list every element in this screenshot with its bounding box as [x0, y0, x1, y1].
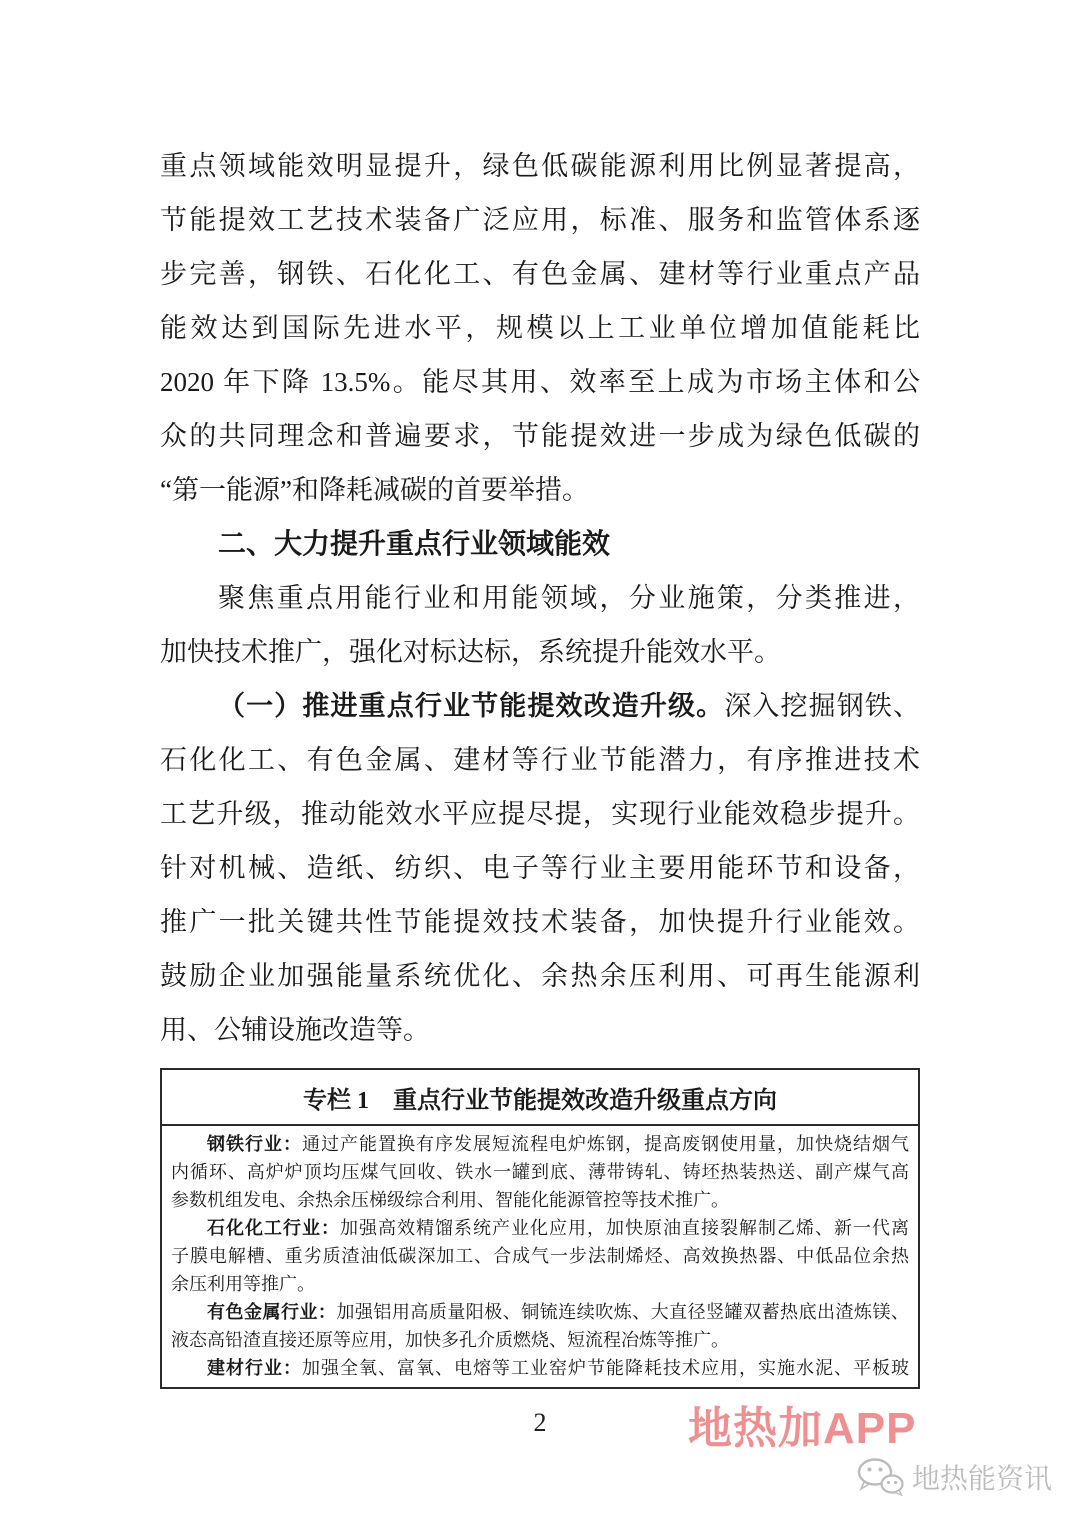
paragraph-text: 深入挖掘钢铁、 — [724, 691, 920, 721]
paragraph-line: 节能提效工艺技术装备广泛应用，标准、服务和监管体系逐 — [160, 205, 920, 235]
callout-line — [171, 1214, 909, 1242]
paragraph-line: 加快技术推广，强化对标达标，系统提升能效水平。 — [160, 637, 781, 667]
callout-body — [162, 1126, 918, 1387]
callout-box — [160, 1068, 920, 1389]
callout-text: 加强铝用高质量阳极、铜锍连续吹炼、大直径竖罐双蓄热底出渣炼镁、 — [336, 1302, 909, 1322]
industry-label: 建材行业： — [207, 1358, 302, 1378]
paragraph-line — [160, 679, 920, 733]
wechat-icon — [856, 1457, 904, 1497]
paragraph-line: “第一能源”和降耗减碳的首要举措。 — [160, 475, 589, 505]
callout-line — [171, 1298, 909, 1326]
callout-line: 余压利用等推广。 — [171, 1274, 315, 1294]
industry-label: 石化化工行业： — [207, 1218, 340, 1238]
callout-line: 参数机组发电、余热余压梯级综合利用、智能化能源管控等技术推广。 — [171, 1190, 729, 1210]
callout-text: 加强高效精馏系统产业化应用，加快原油直接裂解制乙烯、新一代离 — [340, 1218, 909, 1238]
paragraph-line: 2020 年下降 13.5%。能尽其用、效率至上成为市场主体和公 — [160, 367, 920, 397]
callout-line — [171, 1354, 909, 1382]
callout-line: 液态高铅渣直接还原等应用，加快多孔介质燃烧、短流程冶炼等推广。 — [171, 1330, 729, 1350]
industry-label: 钢铁行业： — [207, 1134, 302, 1154]
paragraph-line: 推广一批关键共性节能提效技术装备，加快提升行业能效。 — [160, 907, 920, 937]
paragraph-line: 步完善，钢铁、石化化工、有色金属、建材等行业重点产品 — [160, 259, 920, 289]
paragraph-line: 重点领域能效明显提升，绿色低碳能源利用比例显著提高， — [160, 151, 920, 181]
paragraph-line: 聚焦重点用能行业和用能领域，分业施策，分类推进， — [218, 583, 920, 613]
account-name: 地热能资讯 — [912, 1463, 1053, 1494]
subsection-title: （一）推进重点行业节能提效改造升级。 — [218, 691, 725, 721]
industry-label: 有色金属行业： — [207, 1302, 337, 1322]
callout-text: 加强全氧、富氧、电熔等工业窑炉节能降耗技术应用，实施水泥、平板玻 — [302, 1358, 909, 1378]
callout-line: 内循环、高炉炉顶均压煤气回收、铁水一罐到底、薄带铸轧、铸坯热装热送、副产煤气高 — [171, 1162, 909, 1182]
callout-line: 子膜电解槽、重劣质渣油低碳深加工、合成气一步法制烯烃、高效换热器、中低品位余热 — [171, 1246, 909, 1266]
paragraph-line: 针对机械、造纸、纺织、电子等行业主要用能环节和设备， — [160, 853, 920, 883]
account-badge — [856, 1456, 1052, 1498]
paragraph-line: 众的共同理念和普遍要求，节能提效进一步成为绿色低碳的 — [160, 421, 920, 451]
callout-line — [171, 1130, 909, 1158]
paragraph-line: 鼓励企业加强能量系统优化、余热余压利用、可再生能源利 — [160, 961, 920, 991]
page-number: 2 — [533, 1408, 547, 1437]
paragraph-line: 工艺升级，推动能效水平应提尽提，实现行业能效稳步提升。 — [160, 799, 920, 829]
callout-text: 通过产能置换有序发展短流程电炉炼钢，提高废钢使用量，加快烧结烟气 — [302, 1134, 909, 1154]
section-heading: 二、大力提升重点行业领域能效 — [218, 528, 611, 559]
callout-title: 专栏 1 重点行业节能提效改造升级重点方向 — [162, 1070, 918, 1126]
main-text — [160, 139, 920, 1057]
watermark-text: 地热加APP — [688, 1404, 917, 1453]
paragraph-line: 石化化工、有色金属、建材等行业节能潜力，有序推进技术 — [160, 745, 920, 775]
paragraph-line: 用、公辅设施改造等。 — [160, 1015, 430, 1045]
paragraph-line: 能效达到国际先进水平，规模以上工业单位增加值能耗比 — [160, 313, 920, 343]
